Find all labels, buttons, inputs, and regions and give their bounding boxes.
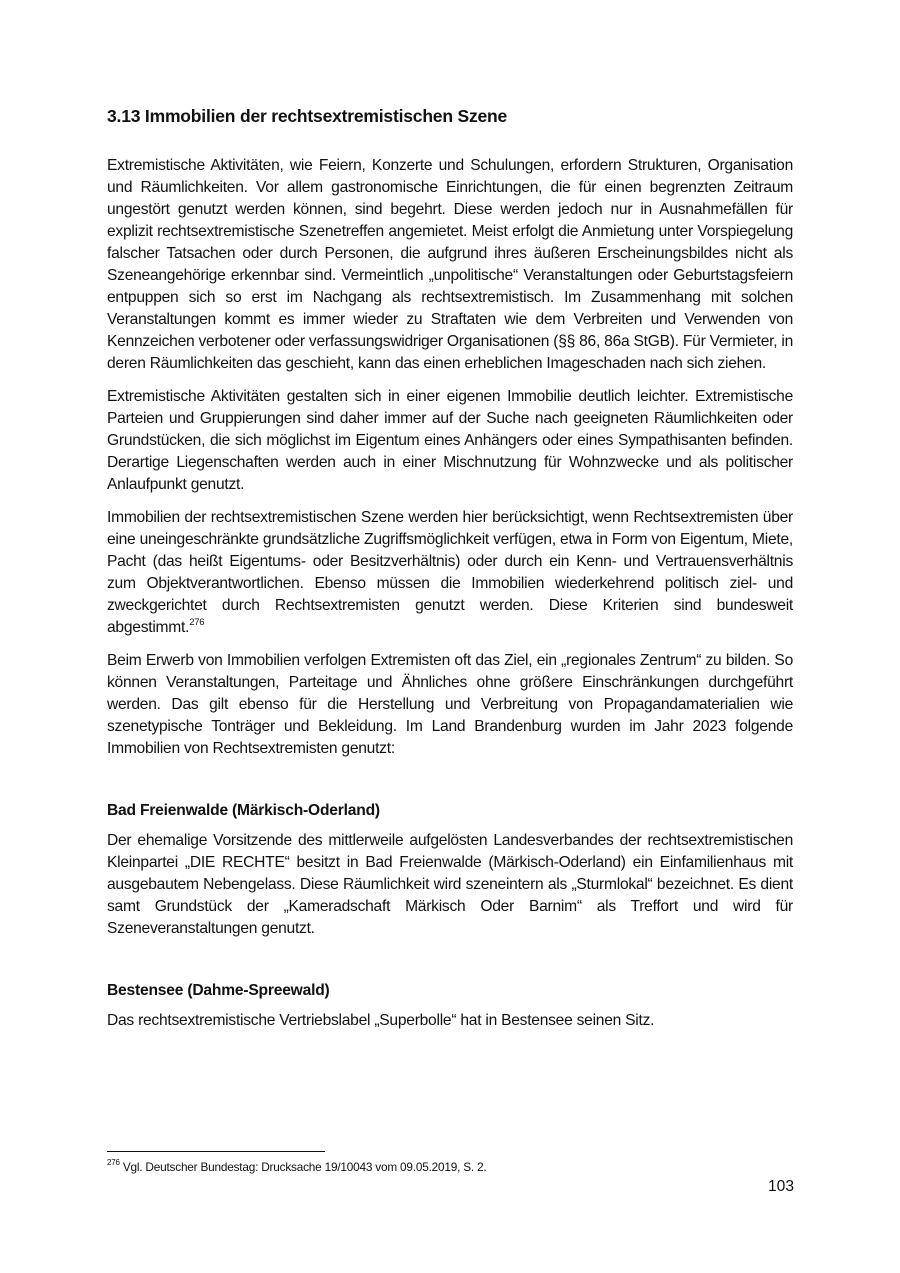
paragraph-2: Extremistische Aktivitäten gestalten sich in einer eigenen Immobilie deutlich leichter. Extremistische Parteien und Gruppierungen sind daher immer auf der Suche nach geeigneten Räumlichkeiten oder Grundstücken, die sich möglichst im Eigentum eines Anhängers oder eines Sympathisanten befinden. Derartige Liegenschaften werden auch in einer Mischnutzung für Wohnzwecke und als politischer Anlaufpunkt genutzt. [107, 388, 793, 493]
paragraph-3-text: Immobilien der rechtsextremistischen Szene werden hier berücksichtigt, wenn Rechtsextremisten über eine uneingeschränkte grundsätzliche Zugriffsmöglichkeit verfügen, etwa in Form von Eigentum, Miete, Pacht (das heißt Eigentums- oder Besitzverhältnis) oder durch ein Kenn- und Vertrauensverhältnis zum Objektverantwortlichen. Ebenso müssen die Immobilien wiederkehrend politisch ziel- und zweckgerichtet durch Rechtsextremisten genutzt werden. Diese Kriterien sind bundesweit abgestimmt. [107, 509, 793, 636]
footnote [107, 1160, 487, 1174]
location-heading-bad-freienwalde: Bad Freienwalde (Märkisch-Oderland) [107, 802, 380, 819]
location-heading-bestensee: Bestensee (Dahme-Spreewald) [107, 982, 330, 999]
paragraph-3 [107, 507, 793, 639]
footnote-number: 276 [107, 1158, 120, 1168]
footnote-reference[interactable]: 276 [189, 616, 205, 628]
footnote-divider [107, 1151, 325, 1152]
footnote-text: Vgl. Deutscher Bundestag: Drucksache 19/10043 vom 09.05.2019, S. 2. [122, 1160, 487, 1174]
page-content [107, 106, 793, 1043]
location-text-bestensee: Das rechtsextremistische Vertriebslabel „Superbolle“ hat in Bestensee seinen Sitz. [107, 1012, 655, 1029]
page-number: 103 [768, 1178, 795, 1195]
section-title: 3.13 Immobilien der rechtsextremistischen Szene [107, 106, 508, 126]
location-text-bad-freienwalde: Der ehemalige Vorsitzende des mittlerweile aufgelösten Landesverbandes der rechtsextremistischen Kleinpartei „DIE RECHTE“ besitzt in Bad Freienwalde (Märkisch-Oderland) ein Einfamilienhaus mit ausgebautem Nebengelass. Diese Räumlichkeit wird szeneintern als „Sturmlokal“ bezeichnet. Es dient samt Grundstück der „Kameradschaft Märkisch Oder Barnim“ als Treffort und wird für Szeneveranstaltungen genutzt. [107, 832, 793, 937]
paragraph-4: Beim Erwerb von Immobilien verfolgen Extremisten oft das Ziel, ein „regionales Zentrum“ zu bilden. So können Veranstaltungen, Parteitage und Ähnliches ohne größere Einschränkungen durchgeführt werden. Das gilt ebenso für die Herstellung und Verbreitung von Propagandamaterialien wie szenetypische Tonträger und Bekleidung. Im Land Brandenburg wurden im Jahr 2023 folgende Immobilien von Rechtsextremisten genutzt: [107, 652, 793, 757]
paragraph-1: Extremistische Aktivitäten, wie Feiern, Konzerte und Schulungen, erfordern Strukturen, Organisation und Räumlichkeiten. Vor allem gastronomische Einrichtungen, die für einen begrenzten Zeitraum ungestört genutzt werden können, sind begehrt. Diese werden jedoch nur in Ausnahmefällen für explizit rechtsextremistische Szenetreffen angemietet. Meist erfolgt die Anmietung unter Vorspiegelung falscher Tatsachen oder durch Personen, die aufgrund ihres äußeren Erscheinungsbildes nicht als Szeneangehörige erkennbar sind. Vermeintlich „unpolitische“ Veranstaltungen oder Geburtstagsfeiern entpuppen sich so erst im Nachgang als rechtsextremistisch. Im Zusammenhang mit solchen Veranstaltungen kommt es immer wieder zu Straftaten wie dem Verbreiten und Verwenden von Kennzeichen verbotener oder verfassungswidriger Organisationen (§§ 86, 86a StGB). Für Vermieter, in deren Räumlichkeiten das geschieht, kann das einen erheblichen Imageschaden nach sich ziehen. [107, 157, 794, 372]
